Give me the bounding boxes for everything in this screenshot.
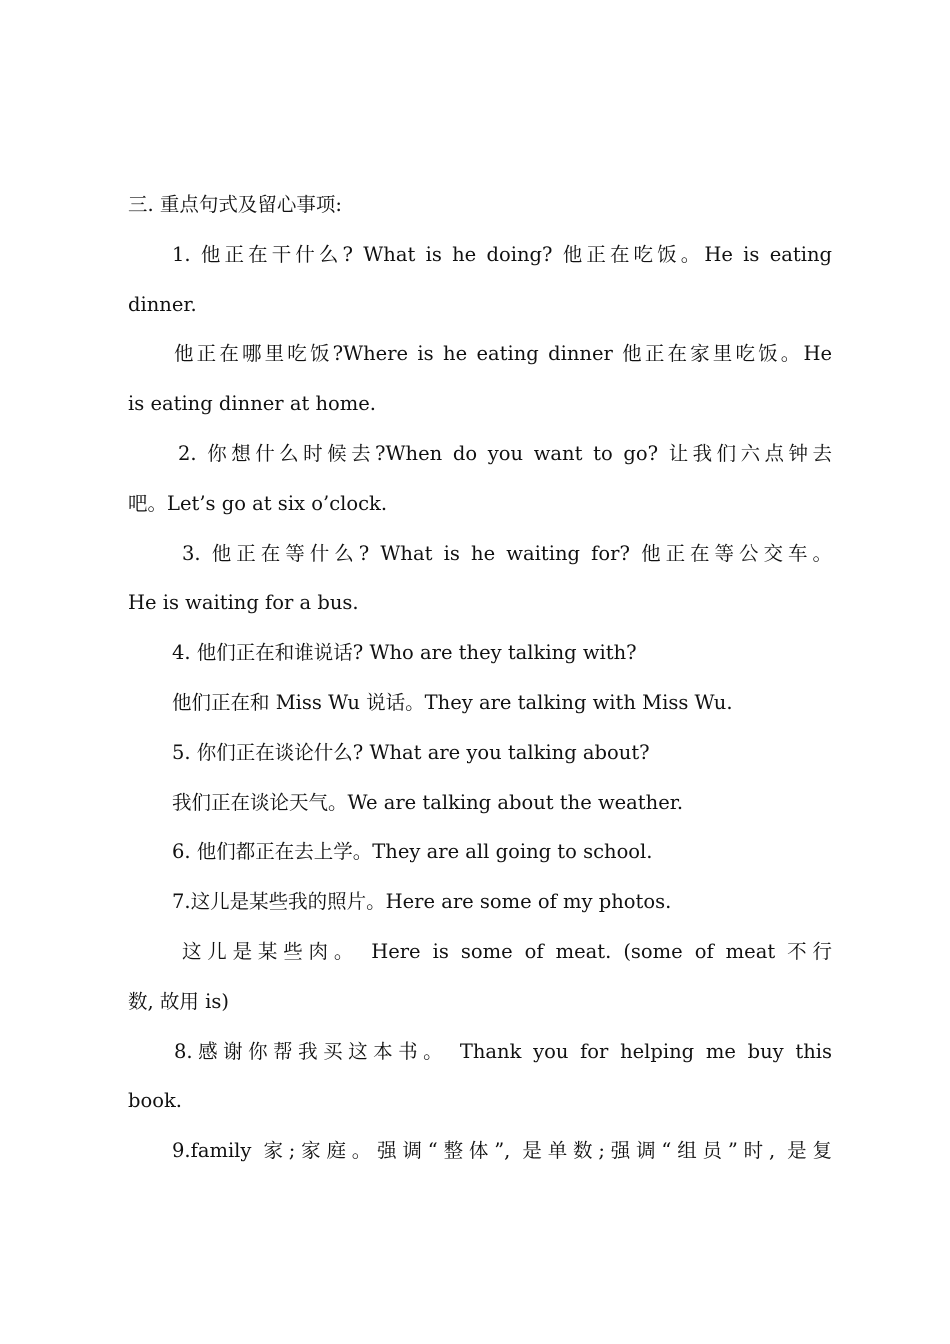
text-line: 吧。Let’s go at six o’clock. [128,491,388,515]
text-line: 7.这儿是某些我的照片。Here are some of my photos. [172,890,672,914]
text-line: 他们正在和 Miss Wu 说话。They are talking with Miss Wu. [172,690,733,714]
text-line: 9.family 家;家庭。强调“整体”, 是单数;强调“组员”时, 是复 [172,1139,832,1163]
section-heading: 三. 重点句式及留心事项: [128,193,342,216]
text-line: 8.感谢你帮我买这本书。 Thank you for helping me buy this [174,1039,832,1063]
text-line: 他正在哪里吃饭?Where is he eating dinner 他正在家里吃饭。He [174,342,832,366]
text-line: 2. 你想什么时候去?When do you want to go? 让我们六点钟去 [178,441,832,465]
text-line: 这儿是某些肉。 Here is some of meat. (some of meat 不行 [182,939,832,963]
text-line: is eating dinner at home. [128,392,377,416]
text-line: 4. 他们正在和谁说话? Who are they talking with? [172,641,637,665]
text-line: 6. 他们都正在去上学。They are all going to school. [172,840,653,864]
text-line: 数, 故用 is) [128,989,229,1013]
text-line: 3. 他正在等什么? What is he waiting for? 他正在等公交车。 [182,541,832,565]
text-line: He is waiting for a bus. [128,591,359,615]
text-line: 1. 他正在干什么? What is he doing? 他正在吃饭。He is eating [172,242,832,266]
text-line: dinner. [128,292,197,316]
text-line: 我们正在谈论天气。We are talking about the weather. [172,790,684,814]
text-line: book. [128,1089,182,1113]
text-line: 5. 你们正在谈论什么? What are you talking about? [172,740,650,764]
document-body [128,180,832,1176]
